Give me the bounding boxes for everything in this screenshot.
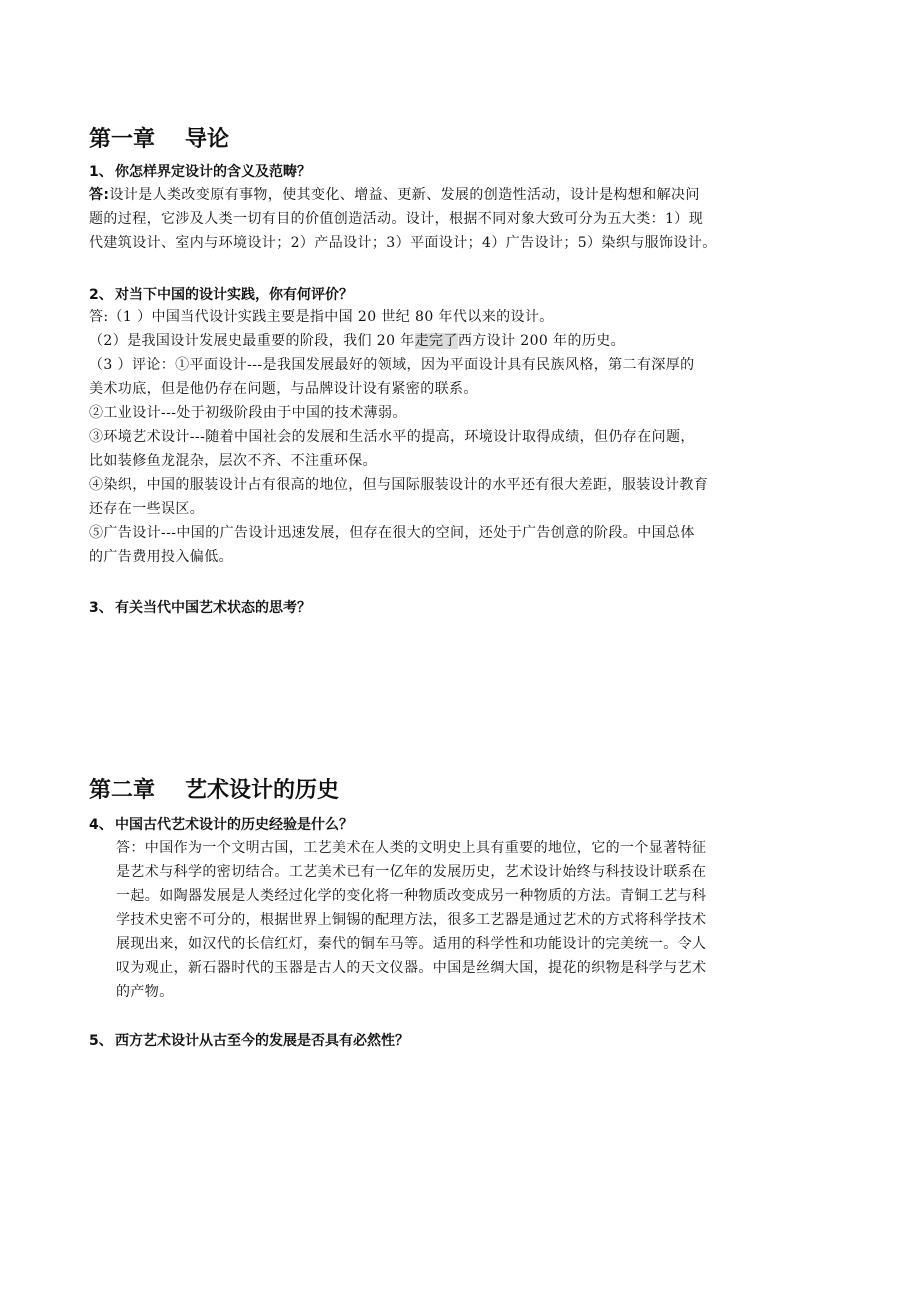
chapter-1-title: 导论 (185, 127, 230, 152)
answer-4-line: 叹为观止，新石器时代的玉器是古人的天文仪器。中国是丝绸大国，提花的织物是科学与艺术 (116, 960, 707, 976)
answer-2-line: 答:（1 ）中国当代设计实践主要是指中国 20 世纪 80 年代以来的设计。 (89, 309, 554, 325)
answer-2-line: （2）是我国设计发展史最重要的阶段，我们 20 年 (89, 333, 415, 349)
question-4 (89, 814, 353, 834)
answer-2-line: ②工业设计---处于初级阶段由于中国的技术薄弱。 (89, 405, 407, 421)
answer-2-line: ④染织，中国的服装设计占有很高的地位，但与国际服装设计的水平还有很大差距，服装设计教育 (89, 477, 709, 493)
answer-2-line: ⑤广告设计---中国的广告设计迅速发展，但存在很大的空间，还处于广告创意的阶段。中国总体 (89, 525, 695, 541)
question-4-text: 中国古代艺术设计的历史经验是什么？ (115, 817, 353, 833)
question-1 (89, 161, 311, 181)
question-3-number: 3、 (89, 600, 113, 616)
question-1-text: 你怎样界定设计的含义及范畴？ (115, 164, 311, 180)
answer-2 (89, 305, 789, 569)
answer-4-line: 答：中国作为一个文明古国，工艺美术在人类的文明史上具有重要的地位，它的一个显著特征 (116, 840, 707, 856)
chapter-2-heading (89, 773, 339, 804)
question-2-text: 对当下中国的设计实践，你有何评价？ (115, 287, 353, 303)
answer-4-line: 是艺术与科学的密切结合。工艺美术已有一亿年的发展历史，艺术设计始终与科技设计联系在 (116, 864, 707, 880)
question-5-number: 5、 (89, 1033, 113, 1049)
answer-2-line: 美术功底，但是他仍存在问题，与品牌设计设有紧密的联系。 (89, 381, 478, 397)
answer-4-line: 学技术史密不可分的，根据世界上铜锡的配理方法，很多工艺器是通过艺术的方式将科学技术 (116, 912, 707, 928)
answer-1-line: 题的过程，它涉及人类一切有目的价值创造活动。设计，根据不同对象大致可分为五大类：1）现 (89, 211, 704, 227)
answer-2-line: ③环境艺术设计---随着中国社会的发展和生活水平的提高，环境设计取得成绩，但仍存在问题， (89, 429, 695, 445)
question-2-number: 2、 (89, 287, 113, 303)
answer-4-line: 展现出来，如汉代的长信红灯，秦代的铜车马等。适用的科学性和功能设计的完美统一。令人 (116, 936, 707, 952)
answer-2-line: 比如装修鱼龙混杂，层次不齐、不注重环保。 (89, 453, 377, 469)
question-1-number: 1、 (89, 164, 113, 180)
answer-2-line: 的广告费用投入偏低。 (89, 549, 233, 565)
answer-4 (116, 836, 786, 1004)
answer-4-line: 的产物。 (116, 984, 174, 1000)
answer-2-line: 西方设计 200 年的历史。 (457, 333, 626, 349)
answer-4-line: 一起。如陶器发展是人类经过化学的变化将一种物质改变成另一种物质的方法。青铜工艺与科 (116, 888, 707, 904)
answer-1 (89, 183, 789, 255)
question-2 (89, 284, 353, 304)
chapter-1-heading (89, 122, 229, 153)
question-5-text: 西方艺术设计从古至今的发展是否具有必然性？ (115, 1033, 409, 1049)
answer-1-line: 设计是人类改变原有事物，使其变化、增益、更新、发展的创造性活动，设计是构想和解决问 (109, 187, 700, 203)
question-3 (89, 597, 311, 617)
answer-2-line: （3 ）评论：①平面设计---是我国发展最好的领域，因为平面设计具有民族风格，第二有深厚的 (89, 357, 695, 373)
answer-2-line: 还存在一些误区。 (89, 501, 205, 517)
highlighted-text: 走完了 (414, 333, 458, 349)
answer-1-label: 答: (89, 187, 110, 203)
answer-1-line: 代建筑设计、室内与环境设计；2）产品设计；3）平面设计；4）广告设计；5）染织与服饰设计。 (89, 235, 717, 251)
chapter-2-number: 第二章 (89, 778, 156, 803)
chapter-1-number: 第一章 (89, 127, 156, 152)
chapter-2-title: 艺术设计的历史 (185, 778, 340, 803)
question-3-text: 有关当代中国艺术状态的思考？ (115, 600, 311, 616)
question-4-number: 4、 (89, 817, 113, 833)
question-5 (89, 1030, 409, 1050)
